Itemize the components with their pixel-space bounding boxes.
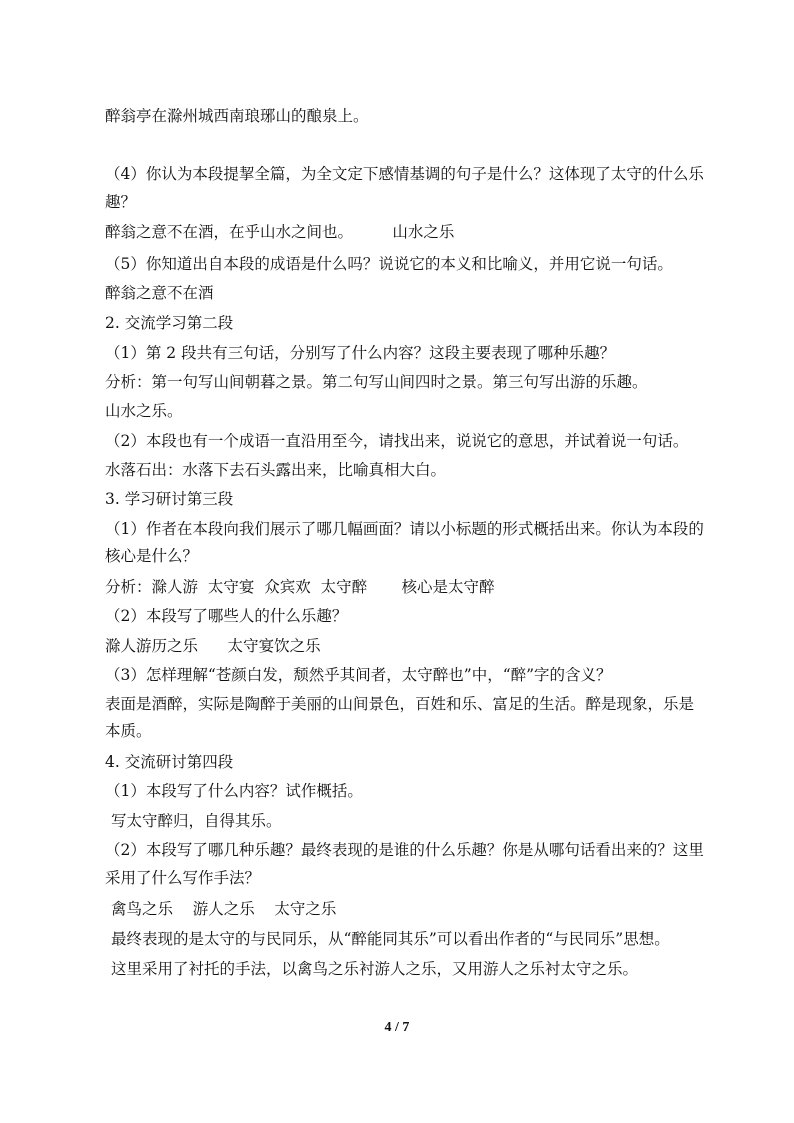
- section-heading: 2. 交流学习第二段: [105, 314, 234, 332]
- question-line: （2）本段写了哪几种乐趣？最终表现的是谁的什么乐趣？你是从哪句话看出来的？这里: [105, 841, 704, 859]
- question-line: （1）本段写了什么内容？试作概括。: [105, 782, 363, 800]
- answer-line: 山水之乐。: [105, 402, 183, 420]
- answer-line: 分析：滁人游 太守宴 众宾欢 太守醉 核心是太守醉: [105, 578, 495, 596]
- question-line: （2）本段写了哪些人的什么乐趣？: [105, 607, 348, 625]
- section-heading: 4. 交流研讨第四段: [105, 753, 234, 771]
- question-line: 核心是什么？: [105, 547, 199, 565]
- question-line: 采用了什么写作手法？: [105, 869, 261, 887]
- question-line: （4）你认为本段提挈全篇，为全文定下感情基调的句子是什么？这体现了太守的什么乐: [105, 165, 704, 183]
- page-number: 4 / 7: [384, 1020, 410, 1035]
- answer-line: 醉翁之意不在酒，在乎山水之间也。 山水之乐: [105, 223, 455, 241]
- question-line: （3）怎样理解“苍颜白发，颓然乎其间者，太守醉也”中，“醉”字的含义？: [105, 666, 612, 684]
- answer-line: 这里采用了衬托的手法，以禽鸟之乐衬游人之乐，又用游人之乐衬太守之乐。: [111, 960, 639, 978]
- question-line: （1）第 2 段共有三句话，分别写了什么内容？这段主要表现了哪种乐趣？: [105, 344, 616, 362]
- answer-line: 滁人游历之乐 太守宴饮之乐: [105, 637, 321, 655]
- answer-line: 水落石出：水落下去石头露出来，比喻真相大白。: [105, 461, 447, 479]
- answer-line: 禽鸟之乐 游人之乐 太守之乐: [111, 900, 337, 918]
- answer-line: 表面是酒醉，实际是陶醉于美丽的山间景色，百姓和乐、富足的生活。醉是现象，乐是: [105, 695, 695, 713]
- text-line: 醉翁亭在滁州城西南琅琊山的酿泉上。: [105, 107, 369, 125]
- answer-line: 醉翁之意不在酒: [105, 284, 214, 302]
- question-line: （5）你知道出自本段的成语是什么吗？说说它的本义和比喻义，并用它说一句话。: [105, 255, 673, 273]
- answer-line: 分析：第一句写山间朝暮之景。第二句写山间四时之景。第三句写出游的乐趣。: [105, 373, 648, 391]
- question-line: （2）本段也有一个成语一直沿用至今，请找出来，说说它的意思，并试着说一句话。: [105, 432, 689, 450]
- answer-line: 本质。: [105, 722, 152, 740]
- question-line: （1）作者在本段向我们展示了哪几幅画面？请以小标题的形式概括出来。你认为本段的: [105, 520, 704, 538]
- section-heading: 3. 学习研讨第三段: [105, 490, 234, 508]
- answer-line: 写太守醉归，自得其乐。: [111, 812, 282, 830]
- question-line: 趣？: [105, 193, 137, 211]
- answer-line: 最终表现的是太守的与民同乐，从“醉能同其乐”可以看出作者的“与民同乐”思想。: [111, 930, 670, 948]
